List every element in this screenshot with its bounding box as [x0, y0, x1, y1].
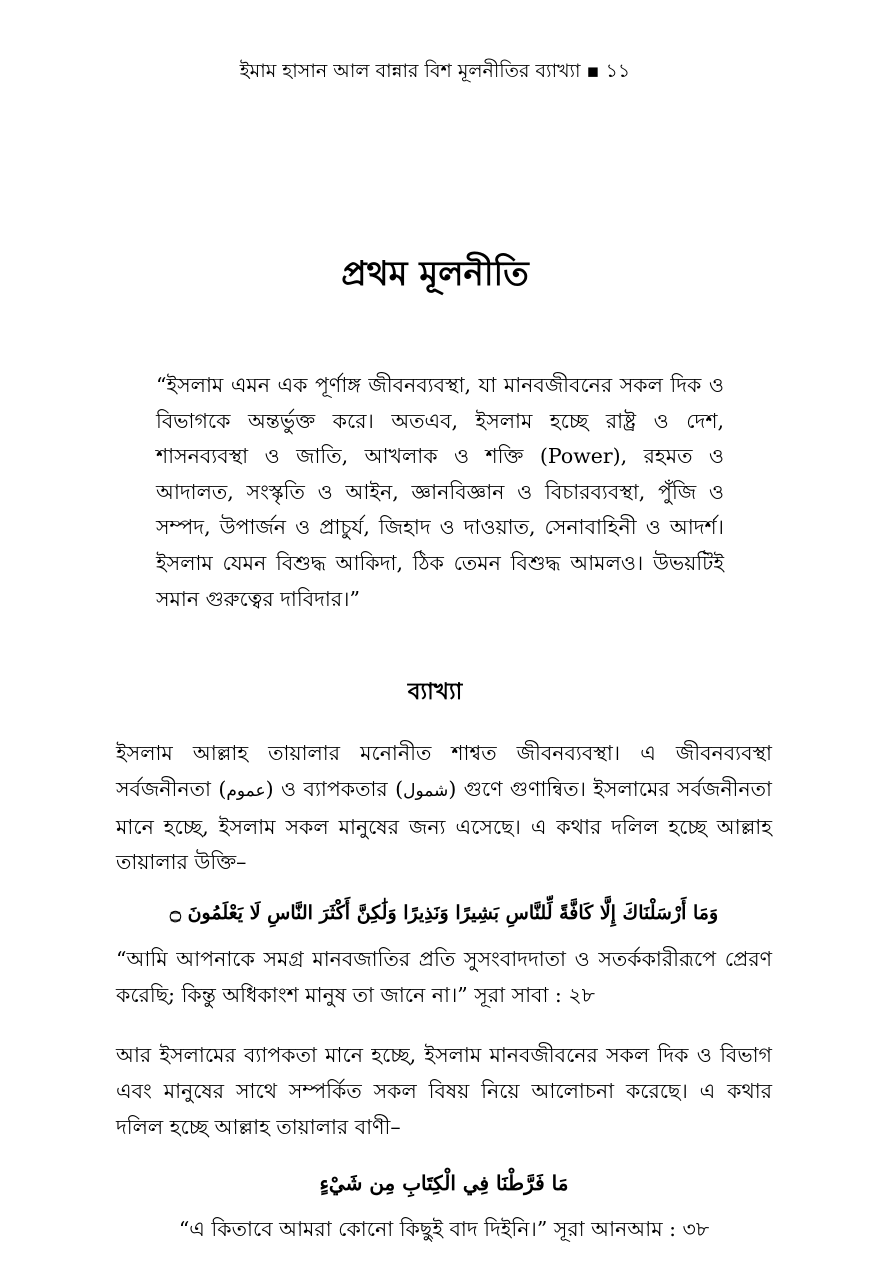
- explanation-paragraph-1: [116, 736, 772, 881]
- arabic-term-umum: عموم: [226, 780, 266, 801]
- explanation-heading: ব্যাখ্যা: [407, 678, 463, 705]
- page-number: ১১: [605, 60, 631, 82]
- chapter-title: প্রথম মূলনীতি: [341, 254, 529, 294]
- para1-text-b: ) ও ব্যাপকতার (: [265, 776, 404, 801]
- quran-verse-saba-28: وَمَا أَرْسَلْنَاكَ إِلَّا كَافَّةً لِّلنَّاسِ بَشِيرًا وَنَذِيرًا وَلَٰكِنَّ أَكْثَرَ النَّاسِ لَا يَعْلَمُونَ ۝: [169, 902, 719, 924]
- para1-text-c: ) গুণে গুণান্বিত। ইসলামের সর্বজনীনতা মানে হচ্ছে, ইসলাম সকল মানুষের জন্য এসেছে। এ কথার দলিল হচ্ছে আল্লাহ তায়ালার উক্তি–: [116, 776, 772, 875]
- translation-saba-28: “আমি আপনাকে সমগ্র মানবজাতির প্রতি সুসংবাদদাতা ও সতর্ককারীরূপে প্রেরণ করেছি; কিন্তু অধিকাংশ মানুষ তা জানে না।” সূরা সাবা : ২৮: [116, 947, 772, 1007]
- arabic-term-shumul: شمول: [403, 780, 449, 801]
- explanation-paragraph-2: আর ইসলামের ব্যাপকতা মানে হচ্ছে, ইসলাম মানবজীবনের সকল দিক ও বিভাগ এবং মানুষের সাথে সম্পর্কিত সকল বিষয় নিয়ে আলোচনা করেছে। এ কথার দলিল হচ্ছে আল্লাহ তায়ালার বাণী–: [116, 1043, 772, 1139]
- running-header: [0, 58, 870, 84]
- quran-verse-anam-38: مَا فَرَّطْنَا فِي الْكِتَابِ مِن شَيْءٍ: [319, 1171, 569, 1195]
- translation-anam-38: “এ কিতাবে আমরা কোনো কিছুই বাদ দিইনি।” সূরা আনআম : ৩৮: [178, 1217, 710, 1241]
- header-separator: ▪: [586, 60, 600, 82]
- running-title: ইমাম হাসান আল বান্নার বিশ মূলনীতির ব্যাখ্যা: [239, 60, 581, 82]
- para1-text-a: ইসলাম আল্লাহ তায়ালার মনোনীত শাশ্বত জীবনব্যবস্থা। এ জীবনব্যবস্থা সর্বজনীনতা (: [116, 741, 772, 801]
- principle-quote: “ইসলাম এমন এক পূর্ণাঙ্গ জীবনব্যবস্থা, যা মানবজীবনের সকল দিক ও বিভাগকে অন্তর্ভুক্ত করে। অতএব, ইসলাম হচ্ছে রাষ্ট্র ও দেশ, শাসনব্যবস্থা ও জাতি, আখলাক ও শক্তি (Power), রহমত ও আদালত, সংস্কৃতি ও আইন, জ্ঞানবিজ্ঞান ও বিচারব্যবস্থা, পুঁজি ও সম্পদ, উপার্জন ও প্রাচুর্য, জিহাদ ও দাওয়াত, সেনাবাহিনী ও আদর্শ। ইসলাম যেমন বিশুদ্ধ আকিদা, ঠিক তেমন বিশুদ্ধ আমলও। উভয়টিই সমান গুরুত্বের দাবিদার।”: [156, 373, 724, 611]
